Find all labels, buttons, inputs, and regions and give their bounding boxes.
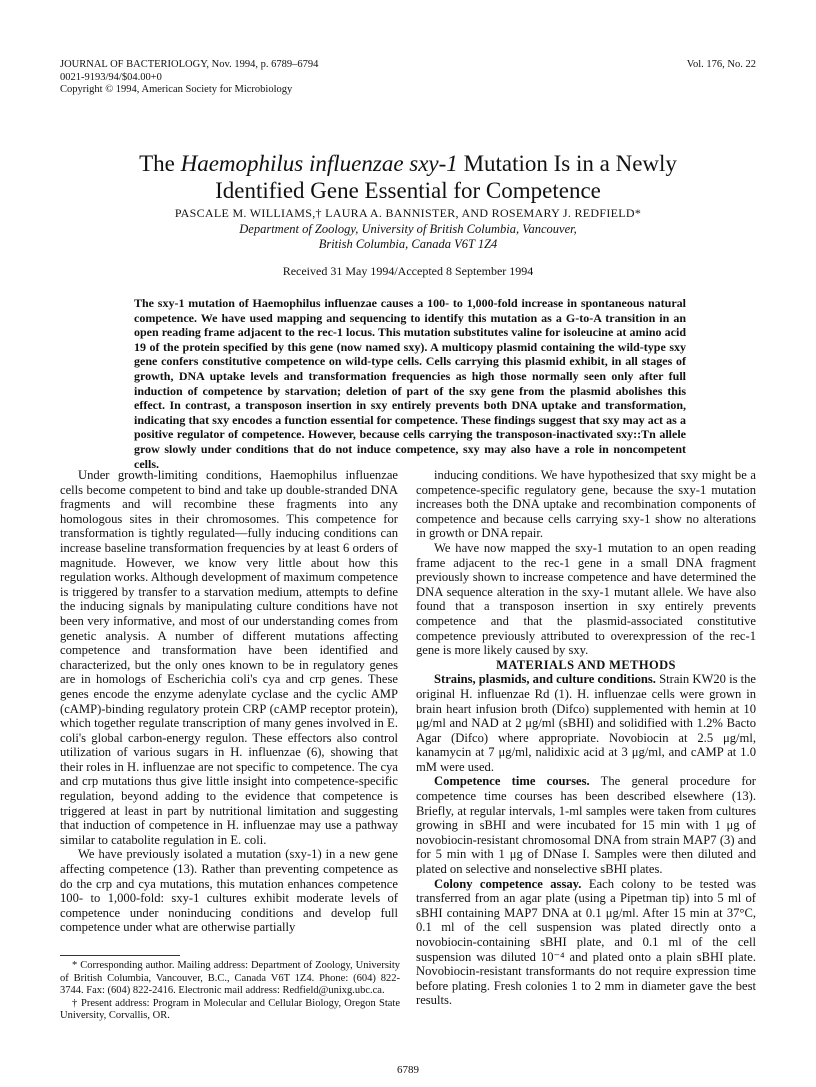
footnotes (60, 960, 400, 1023)
methods-strains-text: Strain KW20 is the original H. influenzae Rd (1). H. influenzae cells were grown in brain heart infusion broth (Difco) supplemented with hemin at 10 μg/ml and NAD at 2 μg/ml (sBHI) and solidified with 1.2% Bacto Agar (Difco) where appropriate. Novobiocin at 2.5 μg/ml, kanamycin at 7 μg/ml, nalidixic acid at 3 μg/ml, and cAMP at 1.0 mM were used. (416, 672, 757, 774)
title-organism: Haemophilus influenzae sxy-1 (180, 151, 458, 176)
intro-paragraph-3: inducing conditions. We have hypothesized that sxy might be a competence-specific regulatory gene, because the sxy-1 mutation increases both the DNA uptake and recombination components of competence and because cells carrying sxy-1 show no alterations in growth or DNA repair. (416, 468, 756, 541)
received-dates: Received 31 May 1994/Accepted 8 September 1994 (282, 264, 534, 278)
volume-label: Vol. 176, No. 22 (686, 59, 756, 70)
title-text: The (139, 151, 181, 176)
subhead-time-courses: Competence time courses. (434, 774, 590, 789)
affiliation-line-1: Department of Zoology, University of British Columbia, Vancouver, (239, 222, 577, 236)
title-line-2: Identified Gene Essential for Competence (215, 178, 601, 203)
subhead-colony-assay: Colony competence assay. (434, 876, 582, 891)
methods-strains (416, 672, 756, 774)
journal-line: JOURNAL OF BACTERIOLOGY, Nov. 1994, p. 6789–6794 (60, 59, 319, 70)
affiliation (60, 222, 756, 252)
running-header (60, 59, 318, 97)
corresponding-author-note: * Corresponding author. Mailing address: Department of Zoology, University of British Columbia, Vancouver, B.C., Canada V6T 1Z4. Phone: (604) 822-3744. Fax: (604) 822-2416. Electronic mail address: Redfield@unixg.ubc.ca. (60, 960, 400, 997)
methods-colony-assay (416, 877, 756, 1008)
author-list: PASCALE M. WILLIAMS,† LAURA A. BANNISTER, AND ROSEMARY J. REDFIELD* (174, 206, 642, 220)
affiliation-line-2: British Columbia, Canada V6T 1Z4 (318, 237, 498, 251)
left-column (60, 468, 398, 935)
copyright-line: Copyright © 1994, American Society for Microbiology (60, 84, 293, 95)
present-address-note: † Present address: Program in Molecular and Cellular Biology, Oregon State University, Corvallis, OR. (60, 997, 400, 1022)
abstract: The sxy-1 mutation of Haemophilus influenzae causes a 100- to 1,000-fold increase in spontaneous natural competence. We have used mapping and sequencing to identify this mutation as a G-to-A transition in an open reading frame adjacent to the rec-1 locus. This mutation substitutes valine for isoleucine at amino acid 19 of the protein specified by this gene (now named sxy). A multicopy plasmid containing the wild-type sxy gene confers constitutive competence on wild-type cells. Cells carrying this plasmid exhibit, in all stages of growth, DNA uptake levels and transformation frequencies as high those normally seen only after full induction of competence by starvation; deletion of part of the sxy gene from the plasmid abolishes this effect. In contrast, a transposon insertion in sxy entirely prevents both DNA uptake and transformation, indicating that sxy encodes a function essential for competence. These findings suggest that sxy may act as a positive regulator of competence. However, because cells carrying the transposon-inactivated sxy::Tn allele grow slowly under conditions that do not induce competence, sxy may also have a role in noncompetent cells. (134, 296, 686, 471)
intro-paragraph-2: We have previously isolated a mutation (sxy-1) in a new gene affecting competence (13). Rather than preventing competence as do the crp and cya mutations, this mutation enhances competence 100- to 1,000-fold: sxy-1 cultures exhibit moderate levels of competence under noninducing conditions and develop full competence under what are otherwise partially (60, 847, 398, 935)
right-column (416, 468, 756, 1008)
article-title (60, 150, 756, 204)
methods-time-courses-text: The general procedure for competence time courses has been described elsewhere (13). Briefly, at regular intervals, 1-ml samples were taken from cultures growing in sBHI and were incubated for 15 min with 1 μg of novobiocin-resistant chromosomal DNA from strain MAP7 (3) and for 5 min with 1 μg of DNase I. Samples were then diluted and plated on selective and nonselective sBHI plates. (416, 774, 756, 877)
subhead-strains: Strains, plasmids, and culture conditions. (434, 672, 656, 687)
footnote-rule (60, 955, 180, 956)
intro-paragraph-4: We have now mapped the sxy-1 mutation to an open reading frame adjacent to the rec-1 gene in a small DNA fragment previously shown to increase competence and have determined the DNA sequence alteration in the sxy-1 mutant allele. We have also found that a transposon insertion in sxy entirely prevents competence and that the plasmid-associated constitutive competence previously attributed to overexpression of the rec-1 gene is more likely caused by sxy. (416, 540, 756, 658)
page-number: 6789 (397, 1064, 419, 1076)
section-heading: MATERIALS AND METHODS (496, 657, 676, 672)
methods-time-courses (416, 774, 756, 876)
intro-paragraph-1: Under growth-limiting conditions, Haemophilus influenzae cells become competent to bind and take up double-stranded DNA fragments and will recombine these fragments into any homologous sites in their chromosomes. This competence for transformation is tightly regulated—fully inducing conditions can increase baseline transformation frequencies by at least 6 orders of magnitude. However, we know very little about how this regulation works. Although development of maximum competence is triggered by transfer to a starvation medium, attempts to define the inducing signals by manipulating culture conditions have not been very informative, and most of our understanding comes from genetic analysis. A number of different mutations affecting competence and transformation have been identified and characterized, but the only ones known to be in regulatory genes are in homologs of Escherichia coli's cya and crp genes. These genes encode the enzyme adenylate cyclase and the cyclic AMP (cAMP)-binding regulatory protein CRP (cAMP receptor protein), which together regulate transcription of many genes involved in E. coli's global carbon-energy regulon. These effectors also control utilization of various sugars in H. influenzae (6), showing that their roles in H. influenzae are not specific to competence. The cya and crp mutations thus give little insight into competence-specific regulation, beyond adding to the evidence that competence is triggered at least in part by nutritional limitation and suggesting that induction of competence in H. influenzae may use a pathway similar to catabolite regulation in E. coli. (60, 468, 398, 847)
title-text-post: Mutation Is in a Newly (457, 151, 677, 176)
issn-code-line: 0021-9193/94/$04.00+0 (60, 71, 162, 83)
methods-colony-assay-text: Each colony to be tested was transferred from an agar plate (using a Pipetman tip) into 5 ml of sBHI containing MAP7 DNA at 0.1 μg/ml. After 15 min at 37°C, 0.1 ml of the cell suspension was plated directly onto a novobiocin-containing sBHI plate, and 0.1 ml of the cell suspension was diluted 10⁻⁴ and plated onto a plain sBHI plate. Novobiocin-resistant transformants do not require expression time before plating. Fresh colonies 1 to 2 mm in diameter gave the best results. (416, 876, 756, 1008)
